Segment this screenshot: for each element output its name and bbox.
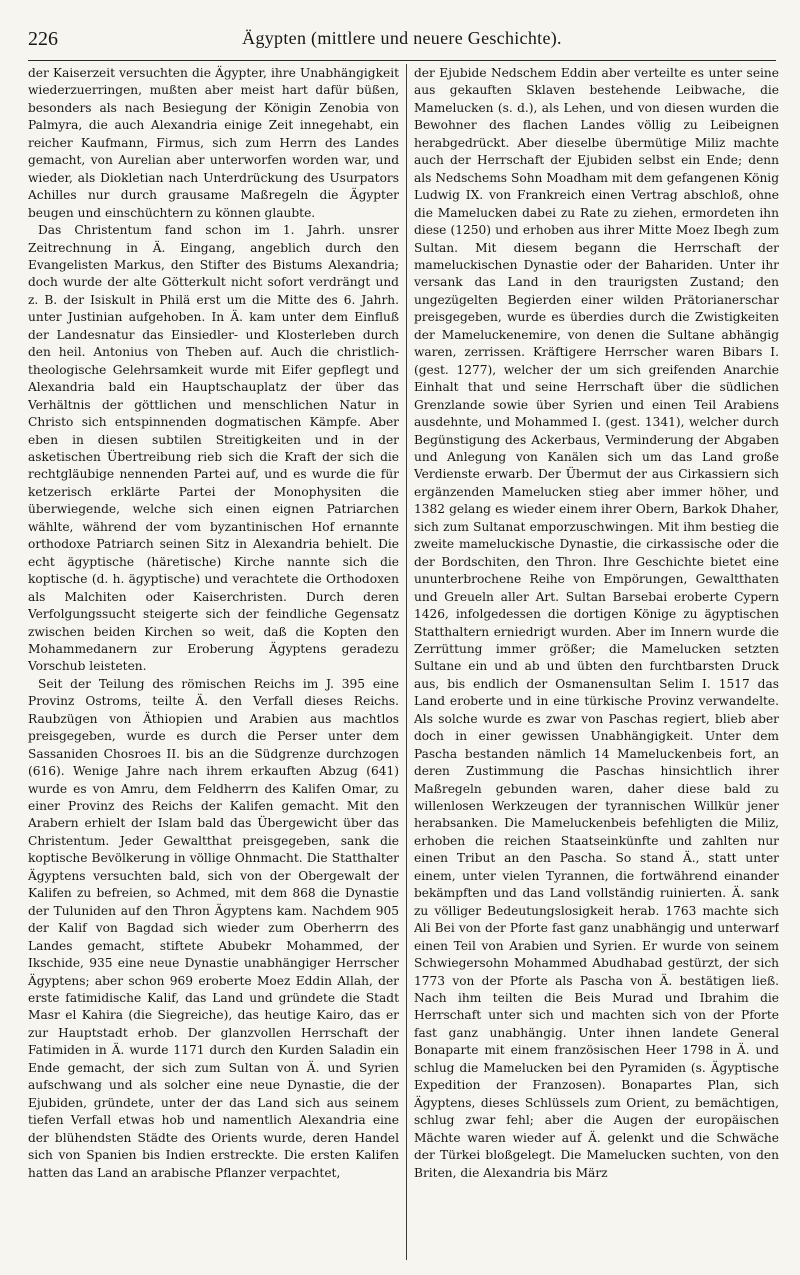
header-rule xyxy=(28,60,776,61)
left-paragraph-3: Seit der Teilung des römischen Reichs im J. 395 eine Provinz Ostroms, teilte Ä. den Verfall dieses Reichs. Raubzügen von Äthiopien und Arabien aus machtlos preisgegeben, wurde es durch die Perser unter dem Sassaniden Chosroes II. bis an die Südgrenze durchzogen (616). Wenige Jahre nach ihrem erkauften Abzug (641) wurde es von Amru, dem Feldherrn des Kalifen Omar, zu einer Provinz des Reichs der Kalifen gemacht. Mit den Arabern erhielt der Islam bald das Übergewicht über das Christentum. Jeder Gewaltthat preisgegeben, sank die koptische Bevölkerung in völlige Ohnmacht. Die Statthalter Ägyptens versuchten bald, sich von der Obergewalt der Kalifen zu befreien, so Achmed, mit dem 868 die Dynastie der Tuluniden auf den Thron Ägyptens kam. Nachdem 905 der Kalif von Bagdad sich wieder zum Oberherrn des Landes gemacht, stiftete Abubekr Mohammed, der Ikschide, 935 eine neue Dynastie unabhängiger Herrscher Ägyptens; aber schon 969 eroberte Moez Eddin Allah, der erste fatimidische Kalif, das Land und gründete die Stadt Masr el Kahira (die Siegreiche), das heutige Kairo, das er zur Hauptstadt erhob. Der glanzvollen Herrschaft der Fatimiden in Ä. wurde 1171 durch den Kurden Saladin ein Ende gemacht, der sich zum Sultan von Ä. und Syrien aufschwang und als solcher eine neue Dynastie, die der Ejubiden, gründete, unter der das Land sich aus seinem tiefen Verfall etwas hob und namentlich Alexandria eine der blühendsten Städte des Orients wurde, deren Handel sich von Spanien bis Indien erstreckte. Die ersten Kalifen hatten das Land an arabische Pflanzer verpachtet, xyxy=(28,676,399,1180)
left-paragraph-2: Das Christentum fand schon im 1. Jahrh. unsrer Zeitrechnung in Ä. Eingang, angeblich durch den Evangelisten Markus, den Stifter des Bistums Alexandria; doch wurde der alte Götterkult nicht sofort verdrängt und z. B. der Isiskult in Philä erst um die Mitte des 6. Jahrh. unter Justinian aufgehoben. In Ä. kam unter dem Einfluß der Landesnatur das Einsiedler- und Klosterleben durch den heil. Antonius von Theben auf. Auch die christlich-theologische Gelehrsamkeit wurde mit Eifer gepflegt und Alexandria bald ein Hauptschauplatz der über das Verhältnis der göttlichen und menschlichen Natur in Christo sich entspinnenden dogmatischen Kämpfe. Aber eben in diesen subtilen Streitigkeiten und in der asketischen Übertreibung rieb sich die Kraft der sich die rechtgläubige nennenden Partei auf, und es wurde die für ketzerisch erklärte Partei der Monophysiten die überwiegende, welche sich einen eignen Patriarchen wählte, während der vom byzantinischen Hof ernannte orthodoxe Patriarch seinen Sitz in Alexandria behielt. Die echt ägyptische (häretische) Kirche nannte sich die koptische (d. h. ägyptische) und verachtete die Orthodoxen als Malchiten oder Kaiserchristen. Durch deren Verfolgungssucht steigerte sich der feindliche Gegensatz zwischen beiden Kirchen so weit, daß die Kopten den Mohammedanern zur Eroberung Ägyptens geradezu Vorschub leisteten. xyxy=(28,223,399,674)
column-divider xyxy=(406,64,407,1260)
right-column xyxy=(414,65,779,1265)
right-paragraph-1: der Ejubide Nedschem Eddin aber verteilte es unter seine aus gekauften Sklaven bestehende Leibwache, die Mamelucken (s. d.), als Lehen, und von diesen wurden die Bewohner des flachen Landes völlig zu Leibeignen herabgedrückt. Aber dieselbe übermütige Miliz machte auch der Herrschaft der Ejubiden selbst ein Ende; denn als Nedschems Sohn Moadham mit dem gefangenen König Ludwig IX. von Frankreich einen Vertrag abschloß, ohne die Mamelucken dabei zu Rate zu ziehen, ermordeten ihn diese (1250) und erhoben aus ihrer Mitte Moez Ibegh zum Sultan. Mit diesem begann die Herrschaft der mameluckischen Dynastie oder der Bahariden. Unter ihr versank das Land in den traurigsten Zustand; den ungezügelten Begierden einer wilden Prätorianerschar preisgegeben, wurde es überdies durch die Zwistigkeiten der Mameluckenemire, von denen die Sultane abhängig waren, zerrissen. Kräftigere Herrscher waren Bibars I. (gest. 1277), welcher der um sich greifenden Anarchie Einhalt that und seine Herrschaft über die südlichen Grenzlande sowie über Syrien und einen Teil Arabiens ausdehnte, und Mohammed I. (gest. 1341), welcher durch Begünstigung des Ackerbaus, Verminderung der Abgaben und Anlegung von Kanälen sich um das Land große Verdienste erwarb. Der Übermut der aus Cirkassiern sich ergänzenden Mamelucken stieg aber immer höher, und 1382 gelang es wieder einem ihrer Obern, Barkok Dhaher, sich zum Sultanat emporzuschwingen. Mit ihm bestieg die zweite mameluckische Dynastie, die cirkassische oder die der Bordschiten, den Thron. Ihre Geschichte bietet eine ununterbrochene Reihe von Empörungen, Gewaltthaten und Greueln aller Art. Sultan Barsebai eroberte Cypern 1426, infolgedessen die dortigen Könige zu ägyptischen Statthaltern erniedrigt wurden. Aber im Innern wurde die Zerrüttung immer größer; die Mamelucken setzten Sultane ein und ab und übten den furchtbarsten Druck aus, bis endlich der Osmanensultan Selim I. 1517 das Land eroberte und in eine türkische Provinz verwandelte. Als solche wurde es zwar von Paschas regiert, blieb aber doch in einer gewissen Unabhängigkeit. Unter dem Pascha bestanden nämlich 14 Mameluckenbeis fort, an deren Zustimmung die Paschas hinsichtlich ihrer Maßregeln gebunden waren, daher diese bald zu willenlosen Werkzeugen der tyrannischen Willkür jener herabsanken. Die Mameluckenbeis befehligten die Miliz, erhoben die reichen Staatseinkünfte und zahlten nur einen Tribut an den Pascha. So stand Ä., statt unter einem, unter vielen Tyrannen, die fortwährend einander bekämpften und das Land vollständig ruinierten. Ä. sank zu völliger Bedeutungslosigkeit herab. 1763 machte sich Ali Bei von der Pforte fast ganz unabhängig und unterwarf einen Teil von Arabien und Syrien. Er wurde von seinem Schwiegersohn Mohammed Abudhabad gestürzt, der sich 1773 von der Pforte als Pascha von Ä. bestätigen ließ. Nach ihm teilten die Beis Murad und Ibrahim die Herrschaft unter sich und machten sich von der Pforte fast ganz unabhängig. Unter ihnen landete General Bonaparte mit einem französischen Heer 1798 in Ä. und schlug die Mamelucken bei den Pyramiden (s. Ägyptische Expedition der Franzosen). Bonapartes Plan, sich Ägyptens, dieses Schlüssels zum Orient, zu bemächtigen, schlug zwar fehl; aber die Augen der europäischen Mächte waren wieder auf Ä. gelenkt und die Schwäche der Türkei bloßgelegt. Die Mamelucken suchten, von den Briten, die Alexandria bis März xyxy=(414,66,779,1180)
left-column xyxy=(28,65,399,1265)
left-paragraph-1: der Kaiserzeit versuchten die Ägypter, ihre Unabhängigkeit wiederzuerringen, mußten aber meist hart dafür büßen, besonders als nach Besiegung der Königin Zenobia von Palmyra, die auch Alexandria einige Zeit innegehabt, ein reicher Kaufmann, Firmus, sich zum Herrn des Landes gemacht, von Aurelian aber unterworfen worden war, und wieder, als Diokletian nach Unterdrückung des Usurpators Achilles nur durch grausame Maßregeln die Ägypter beugen und einschüchtern zu können glaubte. xyxy=(28,66,399,220)
page-header xyxy=(28,24,776,58)
page-number: 226 xyxy=(28,28,58,50)
running-title: Ägypten (mittlere und neuere Geschichte). xyxy=(242,28,562,48)
